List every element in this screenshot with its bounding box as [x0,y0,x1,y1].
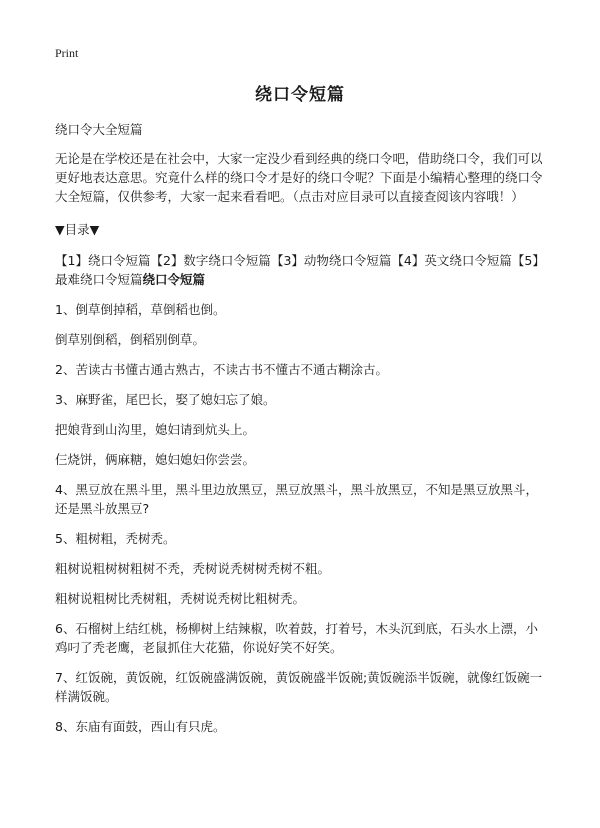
paragraph-13: 8、东庙有面鼓，西山有只虎。 [55,719,226,734]
paragraph-8: 5、粗树粗，秃树秃。 [55,531,176,546]
paragraph-9: 粗树说粗树树粗树不秃，秃树说秃树树秃树不粗。 [55,561,331,576]
toc-heading: ▼目录▼ [55,222,100,237]
toc-link-1[interactable]: 【1】绕口令短篇 [55,253,151,268]
paragraph-7: 4、黑豆放在黑斗里，黑斗里边放黑豆，黑豆放黑斗，黑斗放黑豆，不知是黑豆放黑斗，还是黑斗放黑豆? [55,482,538,516]
paragraph-10: 粗树说粗树比秃树粗，秃树说秃树比粗树秃。 [55,591,306,606]
paragraph-12: 7、红饭碗，黄饭碗，红饭碗盛满饭碗，黄饭碗盛半饭碗;黄饭碗添半饭碗，就像红饭碗一样满饭碗。 [55,670,543,704]
paragraph-5: 把娘背到山沟里，媳妇请到炕头上。 [55,422,256,437]
paragraph-2: 倒草别倒稻，倒稻别倒草。 [55,332,206,347]
document-title: 绕口令短篇 [255,85,345,105]
paragraph-1: 1、倒草倒掉稻，草倒稻也倒。 [55,302,226,317]
document-body [55,120,547,747]
paragraph-6: 仨烧饼，俩麻糖，媳妇媳妇你尝尝。 [55,452,256,467]
paragraph-4: 3、麻野雀，尾巴长，娶了媳妇忘了娘。 [55,392,276,407]
paragraph-11: 6、石榴树上结红桃，杨柳树上结辣椒，吹着鼓，打着号，木头沉到底，石头水上漂，小鸡叼了秃老鹰，老鼠抓住大花猫，你说好笑不好笑。 [55,621,538,655]
toc-link-2[interactable]: 【2】数字绕口令短篇 [150,253,271,268]
document-subtitle: 绕口令大全短篇 [55,122,143,137]
toc-link-4[interactable]: 【4】英文绕口令短篇 [391,253,512,268]
table-of-contents [55,251,547,289]
section-heading: 绕口令短篇 [142,272,206,287]
intro-paragraph: 无论是在学校还是在社会中，大家一定没少看到经典的绕口令吧，借助绕口令，我们可以更好地表达意思。究竟什么样的绕口令才是好的绕口令呢？下面是小编精心整理的绕口令大全短篇，仅供参考，大家一起来看看吧。（点击对应目录可以直接查阅该内容哦！） [55,151,543,204]
toc-link-5[interactable]: 【5】最难绕口令短篇 [55,253,545,287]
toc-link-3[interactable]: 【3】动物绕口令短篇 [270,253,392,268]
print-label: Print [55,46,79,60]
paragraph-3: 2、苦读古书懂古通古熟古，不读古书不懂古不通古糊涂古。 [55,362,388,377]
